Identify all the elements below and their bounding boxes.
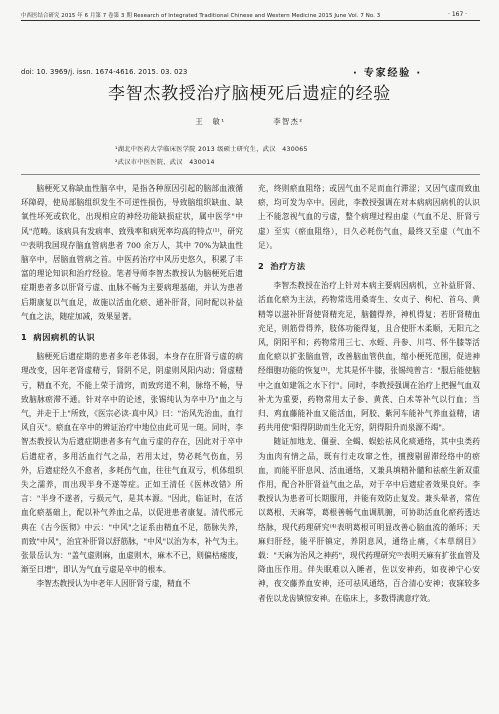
affiliation-2: ²武汉市中医医院，武汉 430014 bbox=[115, 159, 215, 166]
affiliation-1: ¹湖北中医药大学临床医学院 2013 级硕士研究生，武汉 430065 bbox=[115, 146, 308, 153]
section-heading bbox=[21, 330, 243, 344]
paragraph: 随证加地龙、僵蚕、全蝎、蜈蚣祛风化痰通络，其中虫类药为血肉有情之品，既有行走攻窜之性，擅搜剔留滞经络中的瘀血，而能平肝息风、活血通络，又兼具填精补髓和祛瘀生新双重作用，配合补肝肾益气血之品，对于卒中后遗症者效果良好。李教授认为患者可长期服用，并能有效防止复发。兼头晕者，常佐以葛根、天麻等，葛根善畅气血调肌腑，可协助活血化瘀药透达络脉，现代药理研究⁽⁴⁾表明葛根可明显改善心脑血流的循环；天麻归肝经，能平肝镇定，养阴息风，通络止痛，《本草纲目》载："天麻为治风之神药"，现代药理研究⁽⁵⁾表明天麻有扩张血管及降血压作用。伴失眠难以入睡者，佐以安神药，如夜神宁心安神，夜交藤养血安神，还可祛风通络，百合清心安神；夜寐较多者佐以龙齿镇惊安神。在临床上，多数得满意疗效。 bbox=[258, 437, 480, 603]
paragraph: 脑梗死又称缺血性脑卒中，是指各种原因引起的脑部血液循环障碍，使局部脑组织发生不可逆性损伤，导致脑组织缺血、缺氧性坏死或软化，出现相应的神经功能缺损症状，属中医学"中风"范畴。该病具有发病率、致残率和病死率均高的特点⁽¹⁾，研究⁽²⁾表明我国现存脑血管病患者 700 余万人，其中 70%为缺血性脑卒中，居脑血管病之首。中医药治疗中风历史悠久，积累了丰富的理论知识和治疗经验。笔者导师李智杰教授认为脑梗死后遗症期患者多以肝肾亏虚、血脉不畅为主要病理基础，并认为患者后期康复以气血足，故施以活血化瘀、通补肝肾，同时配以补益气血之法，随症加减，效果显著。 bbox=[21, 184, 243, 321]
author-1: 王 敏¹ bbox=[195, 117, 226, 126]
page-number: · 167 · bbox=[448, 11, 468, 18]
title-divider bbox=[21, 174, 480, 175]
section-number: 1 bbox=[21, 332, 28, 343]
section-tag: · 专家经验 · bbox=[353, 68, 422, 79]
paragraph: 李智杰教授在治疗上针对本病主要病因病机，立补益肝肾、活血化瘀为主法，药物常选用桑寄生、女贞子、枸杞、首乌、黄精等以滋补肝肾使肾精充足，脑髓得养，神机得复；若肝肾精血充足，则筋骨得养，肢体功能得复，且合使肝木柔顺，无阳亢之风，阴阳平和；药物常用三七、水蛭、丹参、川芎、怀牛膝等活血化瘀以扩张脑血管，改善脑血管供血，缩小梗死范围，促进神经细胞功能的恢复⁽³⁾，尤其是怀牛膝，张锡纯曾言："服后能使脑中之血如建瓴之水下行"。同时，李教授强调在治疗上把握气血双补尤为重要，药物常用太子参、黄芪、白术等补气以行血；当归、鸡血藤能补血又能活血，阿胶、紫河车能补气养血益精，诸药共用使"阳得阴助而生化无穷，阴得阳升而泉源不竭"。 bbox=[258, 281, 480, 433]
journal-header: 中西医结合研究 2015 年 6 月第 7 卷第 3 期 Research of Integrated Traditional Chinese and Western Medicine 2015 June Vol. 7 No. 3 bbox=[21, 13, 381, 19]
doi: doi: 10. 3969/j. issn. 1674-4616. 2015. 03. 023 bbox=[21, 68, 188, 76]
section-heading-text: 治疗方法 bbox=[270, 261, 306, 272]
paragraph: 脑梗死后遗症期的患者多年老体弱，本身存在肝肾亏虚的病理改变，因年老肾虚精亏，肾阴不足，阴虚则风阳内动；肾虚精亏，精血不充，不能上荣于清窍，而致窍道不利，脉络不畅，导致脑脉瘀滞不通。针对卒中的论述，张锡纯认为卒中乃"血之与气，并走于上"所致，《医宗必读·真中风》曰："治风先治血，血行风自灭"。瘀血在卒中的辨证治疗中地位由此可见一斑。同时，李智杰教授认为后遗症期患者多有气血亏虚的存在，因此对于卒中后遗症者，多用活血行气之品，若用太过，势必耗气伤血，另外，后遗症经久不愈者，多耗伤气血，往往气血双亏，机体组织失之濡养，而出现半身不遂等症。正如王清任《医林改错》所言："半身不遂者，亏损元气，是其本源。"因此，临证时，在活血化瘀基础上，配以补气养血之品，以促进患者康复。清代邢元典在《古今医彻》中云："中风"之证系由精血不足，筋脉失养，而致"中风"，治宜补肝肾以舒筋脉，"中风"以治为本，补气为主。张景岳认为："盖气虚则麻，血虚则木，麻木不已，则偏枯痿废，渐至日增"，即认为气血亏虚是卒中的根本。 bbox=[21, 352, 243, 575]
header-divider bbox=[21, 20, 480, 21]
body-column-right bbox=[258, 182, 480, 606]
authors bbox=[0, 117, 499, 127]
section-heading-text: 病因病机的认识 bbox=[33, 332, 96, 343]
body-column-left bbox=[21, 182, 243, 592]
section-number: 2 bbox=[258, 261, 265, 272]
article-title: 李智杰教授治疗脑梗死后遗症的经验 bbox=[108, 84, 391, 104]
section-heading bbox=[258, 259, 480, 273]
author-2: 李智杰² bbox=[273, 117, 304, 126]
paragraph: 李智杰教授认为中老年人因肝肾亏虚，精血不 bbox=[36, 579, 191, 589]
paragraph: 充，终则瘀血阻络；或因气血不足而血行滞涩；又因气虚而致血瘀，均可发为卒中。因此，李教授强调在对本病病因病机的认识上不能忽视气血的亏虚，整个病理过程由虚（气血不足、肝肾亏虚）至实（瘀血阻络），日久必耗伤气血，最终又至虚（气血不足）。 bbox=[258, 184, 480, 250]
